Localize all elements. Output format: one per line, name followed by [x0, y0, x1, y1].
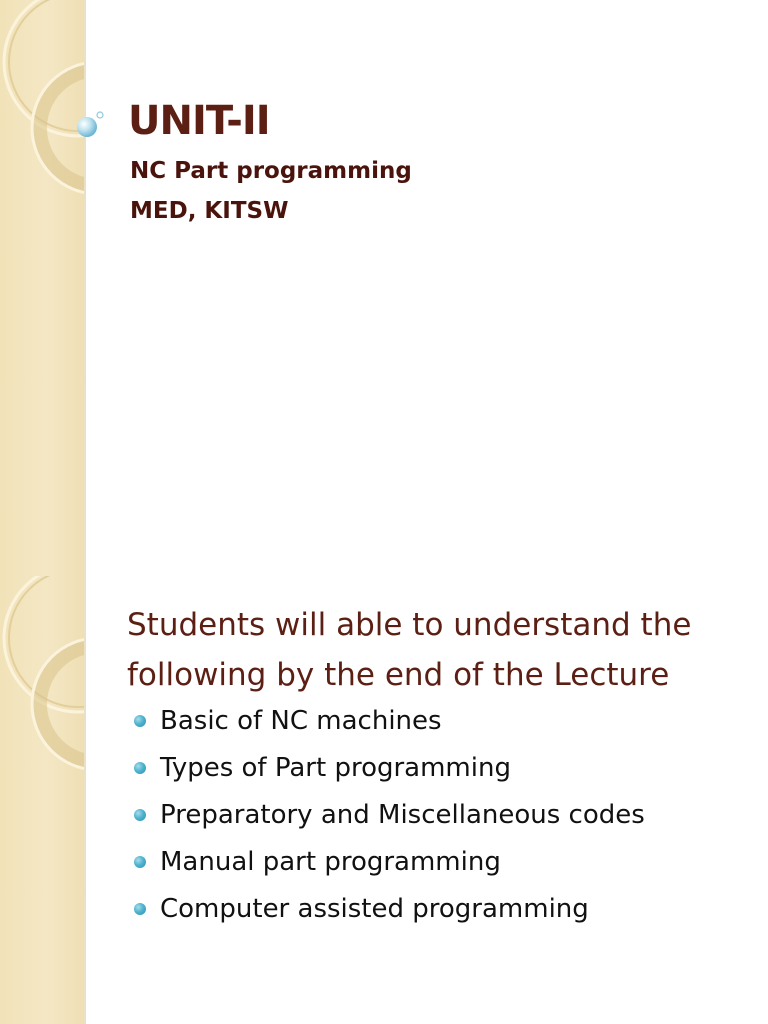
list-item-text: Basic of NC machines — [160, 706, 442, 736]
bullet-dot-icon — [134, 715, 146, 727]
strip-divider — [84, 0, 86, 576]
slide-title: UNIT-II — [128, 98, 270, 144]
strip-divider — [84, 576, 86, 1024]
list-item-text: Types of Part programming — [160, 753, 511, 783]
objectives-list — [134, 698, 645, 933]
bullet-dot-icon — [134, 856, 146, 868]
bullet-dot-icon — [134, 809, 146, 821]
subtitle-department: MED, KITSW — [130, 198, 289, 224]
list-item — [134, 886, 645, 933]
decorative-side-strip — [0, 0, 84, 576]
bullet-dot-icon — [134, 903, 146, 915]
decorative-circles-icon — [0, 0, 84, 576]
bubble-ornament-icon — [72, 106, 112, 140]
decorative-side-strip — [0, 576, 84, 1024]
list-item — [134, 745, 645, 792]
list-item — [134, 698, 645, 745]
decorative-circles-icon — [0, 576, 84, 1024]
subtitle-topic: NC Part programming — [130, 158, 412, 184]
list-item-text: Preparatory and Miscellaneous codes — [160, 800, 645, 830]
list-item — [134, 792, 645, 839]
objectives-heading: Students will able to understand the following by the end of the Lecture — [127, 607, 692, 693]
list-item-text: Manual part programming — [160, 847, 501, 877]
bullet-dot-icon — [134, 762, 146, 774]
objectives-slide — [0, 576, 768, 1024]
list-item-text: Computer assisted programming — [160, 894, 589, 924]
list-item — [134, 839, 645, 886]
